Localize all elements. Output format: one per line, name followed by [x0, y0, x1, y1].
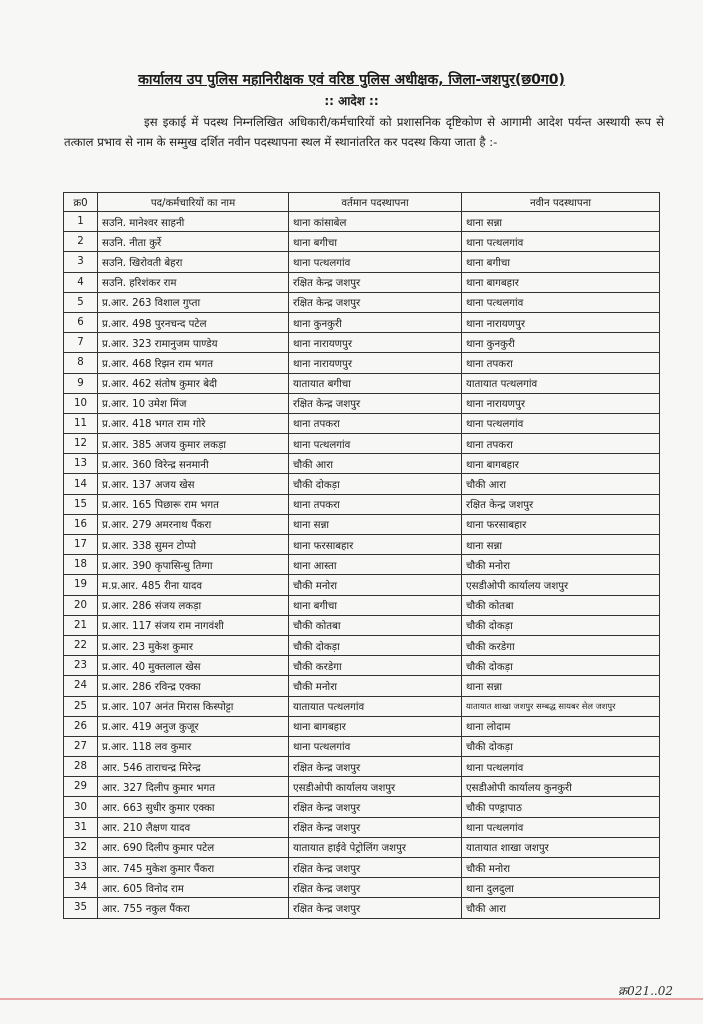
table-row [64, 635, 660, 655]
table-row [64, 535, 660, 555]
name-cell: आर. 690 दिलीप कुमार पटेल [98, 837, 289, 857]
name-cell: प्र.आर. 40 मुक्तलाल खेस [98, 656, 289, 676]
new-posting-cell: थाना सन्ना [462, 676, 660, 696]
serial-cell: 7 [64, 333, 98, 353]
current-posting-cell: थाना पत्थलगांव [289, 434, 462, 454]
serial-cell: 25 [64, 696, 98, 716]
name-cell: म.प्र.आर. 485 रीना यादव [98, 575, 289, 595]
current-posting-cell: चौकी आरा [289, 454, 462, 474]
name-cell: सउनि. मानेश्वर साहनी [98, 212, 289, 232]
table-row [64, 656, 660, 676]
new-posting-cell: थाना फरसाबहार [462, 514, 660, 534]
new-posting-cell: थाना बागबहार [462, 454, 660, 474]
serial-cell: 11 [64, 413, 98, 433]
name-cell: प्र.आर. 418 भगत राम गोरे [98, 413, 289, 433]
serial-cell: 31 [64, 817, 98, 837]
current-posting-cell: थाना बगीचा [289, 232, 462, 252]
serial-cell: 22 [64, 635, 98, 655]
current-posting-cell: रक्षित केन्द्र जशपुर [289, 898, 462, 918]
header-serial: क्र0 [64, 193, 98, 212]
serial-cell: 5 [64, 292, 98, 312]
name-cell: आर. 755 नकुल पैंकरा [98, 898, 289, 918]
current-posting-cell: चौकी मनोरा [289, 676, 462, 696]
serial-cell: 26 [64, 716, 98, 736]
name-cell: प्र.आर. 498 पुरनचन्द पटेल [98, 312, 289, 332]
table-row [64, 353, 660, 373]
transfer-table [63, 192, 660, 919]
new-posting-cell: चौकी दोकड़ा [462, 736, 660, 756]
table-header-row [64, 193, 660, 212]
new-posting-cell: थाना दुलदुला [462, 878, 660, 898]
new-posting-cell: चौकी आरा [462, 898, 660, 918]
current-posting-cell: थाना पत्थलगांव [289, 736, 462, 756]
serial-cell: 28 [64, 757, 98, 777]
current-posting-cell: चौकी मनोरा [289, 575, 462, 595]
current-posting-cell: रक्षित केन्द्र जशपुर [289, 817, 462, 837]
name-cell: आर. 546 ताराचन्द्र मिरेन्द्र [98, 757, 289, 777]
serial-cell: 14 [64, 474, 98, 494]
name-cell: प्र.आर. 286 संजय लकड़ा [98, 595, 289, 615]
name-cell: प्र.आर. 419 अनुज कुजूर [98, 716, 289, 736]
new-posting-cell: चौकी मनोरा [462, 858, 660, 878]
current-posting-cell: चौकी दोकड़ा [289, 474, 462, 494]
new-posting-cell: थाना तपकरा [462, 353, 660, 373]
table-row [64, 595, 660, 615]
table-row [64, 514, 660, 534]
new-posting-cell: थाना पत्थलगांव [462, 232, 660, 252]
current-posting-cell: रक्षित केन्द्र जशपुर [289, 757, 462, 777]
table-row [64, 615, 660, 635]
new-posting-cell: थाना नारायणपुर [462, 393, 660, 413]
table-row [64, 898, 660, 918]
serial-cell: 2 [64, 232, 98, 252]
new-posting-cell: थाना नारायणपुर [462, 312, 660, 332]
new-posting-cell: एसडीओपी कार्यालय कुनकुरी [462, 777, 660, 797]
serial-cell: 13 [64, 454, 98, 474]
serial-cell: 35 [64, 898, 98, 918]
current-posting-cell: थाना कांसाबेल [289, 212, 462, 232]
current-posting-cell: थाना कुनकुरी [289, 312, 462, 332]
name-cell: प्र.आर. 323 रामानुजम पाण्डेय [98, 333, 289, 353]
page-mark: क्र021..02 [617, 984, 673, 998]
table-row [64, 757, 660, 777]
new-posting-cell: एसडीओपी कार्यालय जशपुर [462, 575, 660, 595]
serial-cell: 29 [64, 777, 98, 797]
header-new-posting: नवीन पदस्थापना [462, 193, 660, 212]
header-name: पद/कर्मचारियों का नाम [98, 193, 289, 212]
table-row [64, 494, 660, 514]
current-posting-cell: रक्षित केन्द्र जशपुर [289, 858, 462, 878]
new-posting-cell: यातायात शाखा जशपुर [462, 837, 660, 857]
current-posting-cell: यातायात बगीचा [289, 373, 462, 393]
office-title: कार्यालय उप पुलिस महानिरीक्षक एवं वरिष्ठ पुलिस अधीक्षक, जिला-जशपुर(छ0ग0) [138, 72, 565, 88]
new-posting-cell: यातायात शाखा जशपुर सम्बद्ध सायबर सेल जशपुर [462, 696, 660, 716]
serial-cell: 34 [64, 878, 98, 898]
new-posting-cell: चौकी मनोरा [462, 555, 660, 575]
name-cell: प्र.आर. 338 सुमन टोप्पो [98, 535, 289, 555]
current-posting-cell: थाना तपकरा [289, 413, 462, 433]
current-posting-cell: थाना फरसाबहार [289, 535, 462, 555]
name-cell: आर. 327 दिलीप कुमार भगत [98, 777, 289, 797]
name-cell: आर. 745 मुकेश कुमार पैंकरा [98, 858, 289, 878]
serial-cell: 33 [64, 858, 98, 878]
new-posting-cell: थाना पत्थलगांव [462, 757, 660, 777]
serial-cell: 16 [64, 514, 98, 534]
name-cell: सउनि. खिरोवती बेहरा [98, 252, 289, 272]
table-row [64, 474, 660, 494]
serial-cell: 20 [64, 595, 98, 615]
new-posting-cell: थाना सन्ना [462, 212, 660, 232]
table-row [64, 736, 660, 756]
current-posting-cell: थाना बागबहार [289, 716, 462, 736]
serial-cell: 18 [64, 555, 98, 575]
serial-cell: 1 [64, 212, 98, 232]
table-row [64, 434, 660, 454]
new-posting-cell: थाना पत्थलगांव [462, 817, 660, 837]
current-posting-cell: थाना बगीचा [289, 595, 462, 615]
table-row [64, 333, 660, 353]
header-current-posting: वर्तमान पदस्थापना [289, 193, 462, 212]
current-posting-cell: थाना नारायणपुर [289, 333, 462, 353]
table-row [64, 858, 660, 878]
serial-cell: 15 [64, 494, 98, 514]
name-cell: प्र.आर. 462 संतोष कुमार बेदी [98, 373, 289, 393]
new-posting-cell: यातायात पत्थलगांव [462, 373, 660, 393]
serial-cell: 23 [64, 656, 98, 676]
table-row [64, 555, 660, 575]
table-row [64, 454, 660, 474]
order-heading: :: आदेश :: [324, 94, 379, 108]
name-cell: प्र.आर. 117 संजय राम नागवंशी [98, 615, 289, 635]
order-paragraph: इस इकाई में पदस्थ निम्नलिखित अधिकारी/कर्मचारियों को प्रशासनिक दृष्टिकोण से आगामी आदेश पर्यन्त अस्थायी रूप से तत्काल प्रभाव से नाम के सम्मुख दर्शित नवीन पदस्थापना स्थल में स्थानांतरित कर पदस्थ किया जाता है :- [64, 115, 664, 149]
current-posting-cell: थाना नारायणपुर [289, 353, 462, 373]
serial-cell: 3 [64, 252, 98, 272]
new-posting-cell: थाना पत्थलगांव [462, 292, 660, 312]
table-row [64, 373, 660, 393]
table-row [64, 575, 660, 595]
name-cell: प्र.आर. 385 अजय कुमार लकड़ा [98, 434, 289, 454]
name-cell: आर. 605 विनोद राम [98, 878, 289, 898]
current-posting-cell: यातायात हाईवे पेट्रोलिंग जशपुर [289, 837, 462, 857]
table-row [64, 292, 660, 312]
serial-cell: 4 [64, 272, 98, 292]
name-cell: प्र.आर. 390 कृपासिन्धु तिग्गा [98, 555, 289, 575]
name-cell: सउनि. नीता कुर्रे [98, 232, 289, 252]
name-cell: आर. 663 सुधीर कुमार एक्का [98, 797, 289, 817]
serial-cell: 27 [64, 736, 98, 756]
table-row [64, 878, 660, 898]
current-posting-cell: रक्षित केन्द्र जशपुर [289, 393, 462, 413]
current-posting-cell: रक्षित केन्द्र जशपुर [289, 272, 462, 292]
table-row [64, 716, 660, 736]
new-posting-cell: थाना पत्थलगांव [462, 413, 660, 433]
current-posting-cell: थाना तपकरा [289, 494, 462, 514]
name-cell: प्र.आर. 286 रविन्द्र एक्का [98, 676, 289, 696]
current-posting-cell: चौकी करडेगा [289, 656, 462, 676]
new-posting-cell: चौकी कोतबा [462, 595, 660, 615]
table-row [64, 676, 660, 696]
name-cell: प्र.आर. 279 अमरनाथ पैंकरा [98, 514, 289, 534]
table-row [64, 817, 660, 837]
name-cell: प्र.आर. 360 विरेन्द्र सनमानी [98, 454, 289, 474]
table-row [64, 252, 660, 272]
new-posting-cell: थाना बागबहार [462, 272, 660, 292]
serial-cell: 10 [64, 393, 98, 413]
name-cell: प्र.आर. 137 अजय खेस [98, 474, 289, 494]
serial-cell: 30 [64, 797, 98, 817]
new-posting-cell: थाना लोदाम [462, 716, 660, 736]
serial-cell: 6 [64, 312, 98, 332]
new-posting-cell: थाना सन्ना [462, 535, 660, 555]
serial-cell: 24 [64, 676, 98, 696]
new-posting-cell: थाना तपकरा [462, 434, 660, 454]
current-posting-cell: रक्षित केन्द्र जशपुर [289, 878, 462, 898]
serial-cell: 19 [64, 575, 98, 595]
serial-cell: 21 [64, 615, 98, 635]
new-posting-cell: थाना बगीचा [462, 252, 660, 272]
name-cell: प्र.आर. 468 रिझन राम भगत [98, 353, 289, 373]
name-cell: सउनि. हरिशंकर राम [98, 272, 289, 292]
name-cell: आर. 210 लैक्षण यादव [98, 817, 289, 837]
current-posting-cell: यातायात पत्थलगांव [289, 696, 462, 716]
new-posting-cell: चौकी दोकड़ा [462, 656, 660, 676]
current-posting-cell: चौकी दोकड़ा [289, 635, 462, 655]
table-row [64, 232, 660, 252]
current-posting-cell: रक्षित केन्द्र जशपुर [289, 797, 462, 817]
table-row [64, 393, 660, 413]
current-posting-cell: एसडीओपी कार्यालय जशपुर [289, 777, 462, 797]
current-posting-cell: चौकी कोतबा [289, 615, 462, 635]
serial-cell: 32 [64, 837, 98, 857]
current-posting-cell: थाना आस्ता [289, 555, 462, 575]
table-row [64, 272, 660, 292]
name-cell: प्र.आर. 263 विशाल गुप्ता [98, 292, 289, 312]
new-posting-cell: रक्षित केन्द्र जशपुर [462, 494, 660, 514]
new-posting-cell: चौकी दोकड़ा [462, 615, 660, 635]
name-cell: प्र.आर. 10 उमेश मिंज [98, 393, 289, 413]
new-posting-cell: चौकी पण्ड्रापाठ [462, 797, 660, 817]
table-row [64, 777, 660, 797]
current-posting-cell: थाना पत्थलगांव [289, 252, 462, 272]
table-row [64, 797, 660, 817]
name-cell: प्र.आर. 165 पिछारू राम भगत [98, 494, 289, 514]
name-cell: प्र.आर. 118 लव कुमार [98, 736, 289, 756]
new-posting-cell: थाना कुनकुरी [462, 333, 660, 353]
table-row [64, 837, 660, 857]
serial-cell: 8 [64, 353, 98, 373]
new-posting-cell: चौकी करडेगा [462, 635, 660, 655]
serial-cell: 17 [64, 535, 98, 555]
current-posting-cell: थाना सन्ना [289, 514, 462, 534]
table-row [64, 696, 660, 716]
table-row [64, 312, 660, 332]
current-posting-cell: रक्षित केन्द्र जशपुर [289, 292, 462, 312]
table-row [64, 413, 660, 433]
bottom-divider [0, 998, 703, 1000]
new-posting-cell: चौकी आरा [462, 474, 660, 494]
name-cell: प्र.आर. 107 अनंत मिरास किस्पोट्टा [98, 696, 289, 716]
serial-cell: 9 [64, 373, 98, 393]
name-cell: प्र.आर. 23 मुकेश कुमार [98, 635, 289, 655]
table-row [64, 212, 660, 232]
serial-cell: 12 [64, 434, 98, 454]
